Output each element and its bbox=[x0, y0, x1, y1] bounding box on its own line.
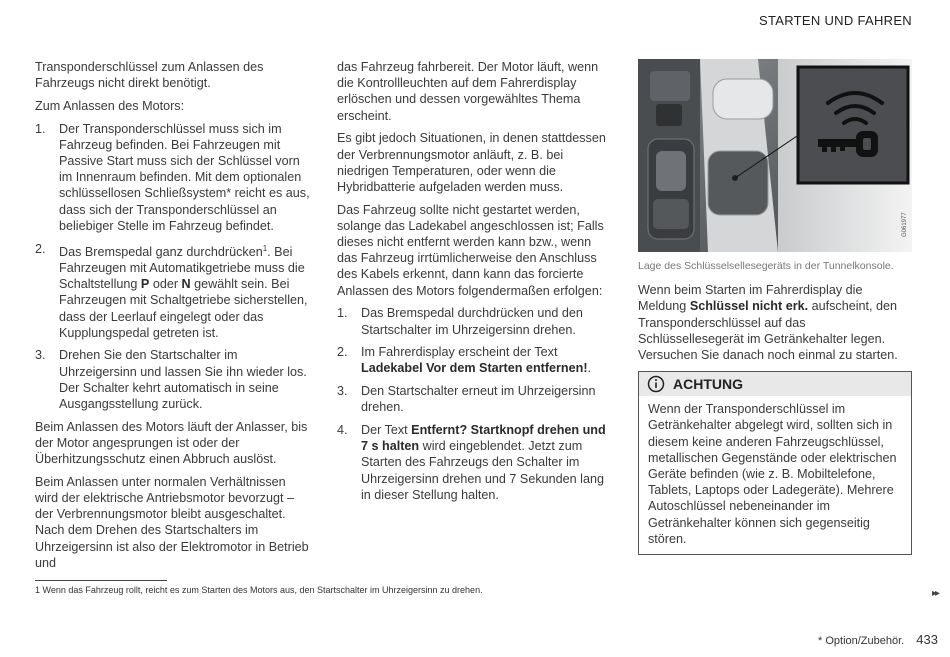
list-item bbox=[35, 121, 310, 234]
step-text: Den Startschalter erneut im Uhrzeigersinn drehen. bbox=[361, 384, 596, 415]
page-number: 433 bbox=[916, 632, 938, 647]
warning-header bbox=[639, 372, 911, 396]
step-text: Drehen Sie den Startschalter im Uhrzeigersinn und lassen Sie ihn wieder los. Der Schalter kehrt automatisch in seine Ausgangsstellung zurück. bbox=[59, 348, 307, 412]
step-text: . Bei Fahrzeugen mit Automatikgetriebe muss die Schaltstellung bbox=[59, 244, 305, 292]
step-number: 2. bbox=[35, 241, 46, 256]
page-footer bbox=[818, 632, 938, 647]
paragraph: Transponderschlüssel zum Anlassen des Fahrzeugs nicht direkt benötigt. bbox=[35, 60, 264, 91]
display-message: Ladekabel Vor dem Starten entfernen! bbox=[361, 361, 588, 376]
footnote bbox=[35, 585, 483, 595]
paragraph: Beim Anlassen des Motors läuft der Anlasser, bis der Motor angesprungen ist oder der Überhitzungsschutz einen Abbruch auslöst. bbox=[35, 419, 308, 467]
section-header: STARTEN UND FAHREN bbox=[759, 13, 912, 28]
paragraph: Zum Anlassen des Motors: bbox=[35, 98, 185, 113]
step-text: Der Text bbox=[361, 423, 412, 438]
info-icon bbox=[647, 375, 665, 393]
step-text: Im Fahrerdisplay erscheint der Text bbox=[361, 345, 558, 360]
figure-caption: Lage des Schlüsselsellesegeräts in der Tunnelkonsole. bbox=[638, 260, 894, 272]
tunnel-console-illustration bbox=[638, 59, 912, 252]
start-steps-list bbox=[35, 121, 310, 413]
paragraph: das Fahrzeug fahrbereit. Der Motor läuft, wenn die Kontrollleuchten auf dem Fahrerdisplay erlöschen und dessen vorgewähltes Thema erscheint. bbox=[337, 60, 599, 123]
list-item bbox=[35, 241, 310, 341]
footnote-divider bbox=[35, 580, 167, 581]
option-note: * Option/Zubehör. bbox=[818, 635, 905, 647]
step-text: Das Bremspedal durchdrücken und den Startschalter im Uhrzeigersinn drehen. bbox=[361, 306, 583, 337]
list-item bbox=[337, 305, 612, 337]
footnote-mark: 1 bbox=[35, 585, 41, 595]
list-item bbox=[337, 383, 612, 415]
list-item bbox=[337, 422, 612, 503]
paragraph: Das Fahrzeug sollte nicht gestartet werden, solange das Ladekabel angeschlossen ist; Falls dieses nicht entfernt werden kann bzw., wenn das Fahrzeug irrtümlicherweise den Anschluss des Kabels erkennt, dann kann das forcierte Anlassen des Motors folgendermaßen erfolgen: bbox=[337, 202, 604, 298]
paragraph: Es gibt jedoch Situationen, in denen stattdessen der Verbrennungsmotor anläuft, z. B. bei niedrigen Temperaturen, oder wenn die Hybridbatterie aufgeladen werden muss. bbox=[337, 131, 606, 194]
step-number: 1. bbox=[337, 306, 348, 321]
step-number: 1. bbox=[35, 121, 46, 136]
warning-text: Wenn der Transponderschlüssel im Getränkehalter abgelegt wird, sollten sich in diesem keine anderen Fahrzeugschlüssel, metallischen Gegenstände oder elektrischen Geräte befinden (wie z. B. Mobiltelefone, Tablets, Laptops oder Ladegeräte). Mehrere Autoschlüssel nebeneinander im Getränkehalter können sich gegenseitig stören. bbox=[648, 402, 897, 546]
display-message: Schlüssel nicht erk. bbox=[689, 299, 809, 314]
step-text: . bbox=[587, 361, 592, 376]
continue-arrows-icon: ▸▸ bbox=[931, 588, 938, 599]
step-number: 3. bbox=[337, 384, 348, 399]
gear-n: N bbox=[181, 277, 191, 292]
list-item bbox=[337, 344, 612, 376]
column-3 bbox=[638, 59, 912, 555]
column-1 bbox=[35, 59, 310, 578]
list-item bbox=[35, 347, 310, 412]
step-number: 4. bbox=[337, 423, 348, 438]
step-number: 3. bbox=[35, 348, 46, 363]
warning-box bbox=[638, 371, 912, 555]
figure-code: G061977 bbox=[902, 212, 908, 237]
footnote-text: Wenn das Fahrzeug rollt, reicht es zum Starten des Motors aus, den Startschalter im Uhrzeigersinn zu drehen. bbox=[42, 585, 483, 595]
tunnel-console-figure bbox=[638, 59, 912, 252]
step-text: oder bbox=[149, 277, 182, 292]
step-text: wird eingeblendet. Jetzt zum Starten des Fahrzeugs den Schalter im Uhrzeigersinn drehen und 7 Sekunden lang in dieser Stellung halten. bbox=[361, 439, 604, 502]
step-text: Der Transponderschlüssel muss sich im Fahrzeug befinden. Bei Fahrzeugen mit Passive Start muss sich der Schlüssel vorn im Innenraum befinden. Mit dem optionalen schlüssellosen Schließsystem* reicht es aus, dass sich der Transponderschlüssel an beliebiger Stelle im Fahrzeug befindet. bbox=[59, 121, 310, 233]
paragraph bbox=[638, 282, 912, 363]
warning-title: ACHTUNG bbox=[673, 376, 743, 393]
step-number: 2. bbox=[337, 345, 348, 360]
column-2 bbox=[337, 59, 612, 510]
display-message: Entfernt? Startknopf drehen und 7 s halten bbox=[361, 423, 606, 454]
step-text: gewählt sein. Bei Fahrzeugen mit Schaltgetriebe sicherstellen, dass der Leerlauf eingelegt oder das Kupplungspedal getreten ist. bbox=[59, 277, 308, 340]
gear-p: P bbox=[140, 277, 150, 292]
step-text: Das Bremspedal ganz durchdrücken bbox=[59, 244, 263, 259]
forced-start-steps-list bbox=[337, 305, 612, 503]
paragraph-text: Wenn beim Starten im Fahrerdisplay die Meldung bbox=[638, 283, 863, 314]
footnote-ref[interactable]: 1 bbox=[262, 243, 268, 253]
paragraph: Beim Anlassen unter normalen Verhältnissen wird der elektrische Antriebsmotor bevorzugt – der Verbrennungsmotor bleibt ausgeschaltet. Nach dem Drehen des Startschalters im Uhrzeigersinn ist also der Elektromotor in Betrieb und bbox=[35, 474, 309, 570]
paragraph-text: aufscheint, den Transponderschlüssel auf das Schlüssellesegerät im Getränkehalter legen. Versuchen Sie danach noch einmal zu starten. bbox=[638, 299, 898, 363]
